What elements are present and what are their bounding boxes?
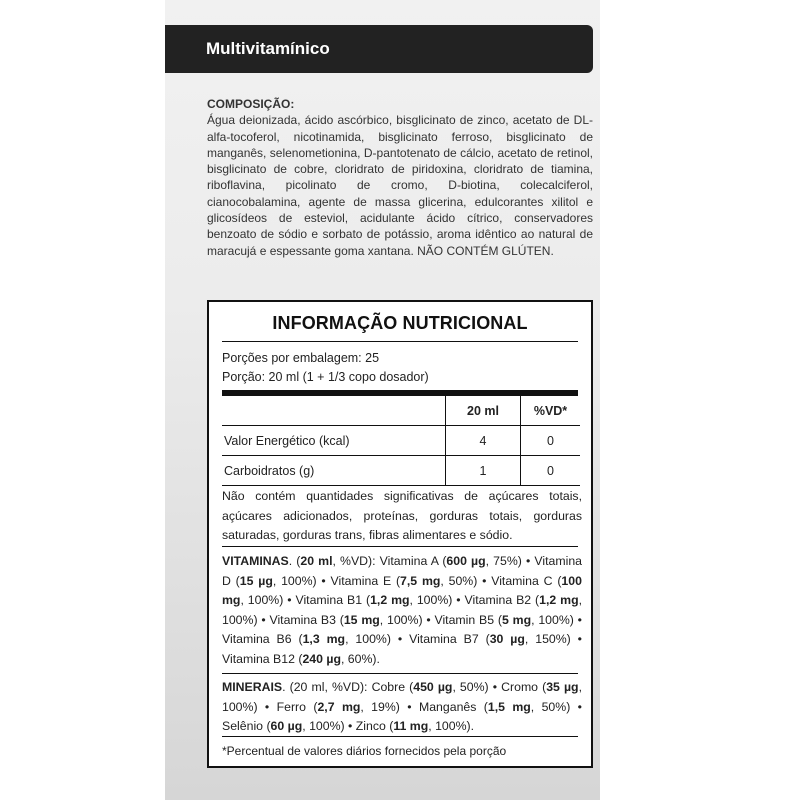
divider: [222, 341, 578, 342]
vitamin-name: Vitamina B7 (: [409, 632, 490, 646]
vitamin-amount: 15 mg: [343, 612, 380, 627]
mineral-vd: , 100%).: [428, 719, 475, 733]
mineral-vd: , 100%) •: [302, 719, 356, 733]
divider: [222, 736, 578, 737]
footnote: *Percentual de valores diários fornecidos pela porção: [222, 744, 507, 758]
nutrient-name: Valor Energético (kcal): [222, 426, 446, 456]
mineral-item: [222, 719, 356, 733]
vitamin-vd: , 75%) •: [485, 554, 535, 568]
vitamin-name: Vitamina E (: [330, 573, 401, 588]
vitamin-amount: 30 µg: [489, 632, 525, 646]
vitamin-amount: 7,5 mg: [400, 573, 441, 588]
mineral-amount: 2,7 mg: [317, 699, 361, 714]
vitamin-name: Vitamin B5 (: [434, 612, 502, 627]
column-header-vd: %VD*: [521, 396, 581, 426]
vitamin-amount: 100 mg: [222, 573, 582, 607]
minerals-intro: . (20 ml, %VD):: [282, 680, 372, 694]
vitamin-amount: 1,2 mg: [370, 593, 410, 607]
mineral-amount: 450 µg: [413, 680, 453, 694]
vitamin-vd: , 100%) •: [240, 593, 296, 607]
vitamin-amount: 240 µg: [302, 651, 341, 666]
mineral-vd: , 19%) •: [360, 699, 419, 714]
nutrient-amount: 4: [446, 426, 521, 456]
mineral-name: Cromo (: [501, 680, 547, 694]
divider: [222, 546, 578, 547]
vitamin-item: [331, 574, 492, 588]
nutrient-name: Carboidratos (g): [222, 456, 446, 486]
vitamin-vd: , 100%) •: [409, 593, 465, 607]
composition-heading: COMPOSIÇÃO:: [207, 97, 295, 111]
vitamins-section: [222, 552, 582, 669]
serving-size: Porção: 20 ml (1 + 1/3 copo dosador): [222, 370, 429, 384]
vitamin-vd: , 100%) •: [379, 612, 435, 627]
table-header-row: [222, 396, 580, 426]
vitamin-item: [409, 632, 582, 646]
vitamin-amount: 1,2 mg: [539, 593, 579, 607]
mineral-amount: 60 µg: [270, 719, 303, 733]
composition-section: [207, 96, 593, 259]
vitamin-name: Vitamina B6 (: [222, 632, 303, 646]
vitamin-vd: , 150%) •: [524, 632, 582, 646]
vitamin-vd: , 100%) •: [272, 573, 331, 588]
vitamins-list: [222, 554, 582, 666]
nutrition-table: [222, 396, 580, 486]
mineral-amount: 35 µg: [546, 680, 579, 694]
mineral-item: [356, 719, 474, 733]
vitamin-amount: 600 µg: [446, 554, 486, 568]
vitamin-vd: , 100%) •: [222, 593, 582, 627]
mineral-name: Zinco (: [355, 719, 394, 733]
serving-info: [222, 349, 429, 387]
divider: [222, 673, 578, 674]
vitamin-name: Vitamina B3 (: [269, 612, 344, 627]
mineral-vd: , 50%) •: [452, 680, 502, 694]
vitamin-vd: , 60%).: [340, 651, 380, 666]
product-title: Multivitamínico: [206, 39, 330, 58]
vitamin-item: [222, 652, 380, 666]
vitamin-name: Vitamina B2 (: [464, 593, 540, 607]
mineral-name: Cobre (: [371, 680, 414, 694]
servings-per-package: Porções por embalagem: 25: [222, 351, 380, 365]
vitamin-item: [295, 593, 464, 607]
mineral-vd: , 50%) •: [530, 699, 582, 714]
minerals-section: [222, 678, 582, 737]
column-header-nutrient: [222, 396, 446, 426]
vitamins-intro: , %VD):: [332, 554, 380, 568]
nutrient-vd: 0: [521, 426, 581, 456]
mineral-amount: 1,5 mg: [487, 699, 531, 714]
vitamin-name: Vitamina D (: [222, 554, 582, 588]
vitamin-item: [380, 554, 535, 568]
nutrition-title: INFORMAÇÃO NUTRICIONAL: [272, 313, 528, 333]
nutrient-vd: 0: [521, 456, 581, 486]
vitamin-amount: 15 µg: [239, 573, 273, 588]
vitamins-label: VITAMINAS: [222, 554, 289, 568]
mineral-amount: 11 mg: [393, 719, 429, 733]
vitamin-item: [434, 613, 582, 627]
vitamin-item: [269, 613, 434, 627]
vitamin-vd: , 100%) •: [531, 612, 582, 627]
product-header: [165, 25, 593, 73]
not-significant-notes: Não contém quantidades significativas de açúcares totais, açúcares adicionados, proteínas, gorduras totais, gorduras saturadas, gorduras trans, fibras alimentares e sódio.: [222, 489, 582, 542]
mineral-vd: , 100%) •: [222, 680, 582, 714]
mineral-item: [419, 700, 582, 714]
nutrition-facts-box: [207, 300, 593, 768]
nutrient-amount: 1: [446, 456, 521, 486]
column-header-amount: 20 ml: [446, 396, 521, 426]
vitamin-item: [222, 632, 409, 646]
mineral-item: [372, 680, 502, 694]
vitamin-amount: 5 mg: [502, 612, 532, 627]
vitamin-vd: , 100%) •: [345, 632, 410, 646]
mineral-name: Manganês (: [418, 699, 488, 714]
composition-text: Água deionizada, ácido ascórbico, bisglicinato de zinco, acetato de DL-alfa-tocoferol, nicotinamida, bisglicinato ferroso, bisglicinato de manganês, selenometionina, D-pantotenato de cálcio, acetato de retinol, bisglicinato de cobre, cloridrato de piridoxina, cloridrato de tiamina, riboflavina, picolinato de cromo, D-biotina, colecalciferol, cianocobalamina, agente de massa glicerina, edulcorantes xilitol e glicosídeos de esteviol, acidulante ácido cítrico, conservadores benzoato de sódio e sorbato de potássio, aroma idêntico ao natural de maracujá e espessante goma xantana. NÃO CONTÉM GLÚTEN.: [207, 113, 593, 258]
vitamin-name: Vitamina B12 (: [222, 651, 303, 666]
table-row: [222, 426, 580, 456]
vitamin-amount: 1,3 mg: [302, 632, 346, 646]
mineral-name: Ferro (: [276, 699, 318, 714]
minerals-label: MINERAIS: [222, 680, 283, 694]
mineral-item: [277, 700, 419, 714]
vitamin-vd: , 50%) •: [440, 573, 492, 588]
vitamins-amount: 20 ml: [300, 554, 333, 568]
vitamin-name: Vitamina A (: [379, 554, 447, 568]
mineral-name: Selênio (: [222, 719, 271, 733]
table-row: [222, 456, 580, 486]
vitamin-name: Vitamina C (: [491, 573, 562, 588]
vitamin-name: Vitamina B1 (: [295, 593, 371, 607]
vitamins-pre: . (: [288, 554, 301, 568]
